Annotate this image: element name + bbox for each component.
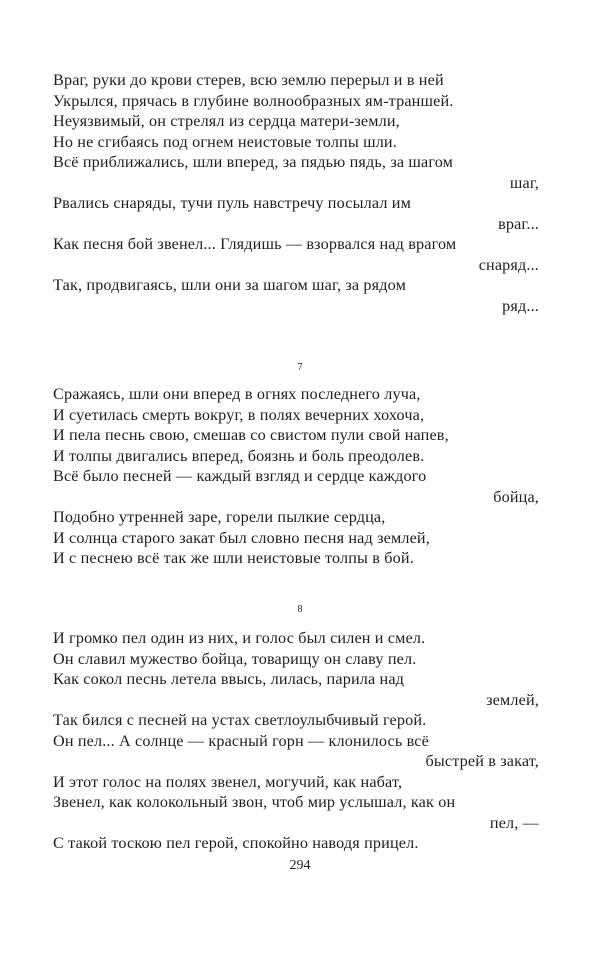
poem-line: И пела песнь свою, смешав со свистом пули свой напев,	[53, 426, 449, 444]
poem-line: Подобно утренней заре, горели пылкие сердца,	[53, 508, 386, 526]
stanza-8	[53, 628, 539, 854]
poem-line: С такой тоскою пел герой, спокойно наводя прицел.	[53, 834, 419, 852]
poem-line-continuation: ряд...	[502, 296, 539, 315]
poem-line: Всё приближались, шли вперед, за пядью пядь, за шагом	[53, 153, 454, 171]
poem-line: И с песнею всё так же шли неистовые толпы в бой.	[53, 549, 414, 567]
poem-line-continuation: враг...	[498, 214, 539, 233]
page-number: 294	[289, 858, 311, 873]
poem-line: И толпы двигались вперед, боязнь и боль преодолев.	[53, 446, 425, 465]
poem-line: Враг, руки до крови стерев, всю землю перерыл и в ней	[53, 71, 444, 89]
poem-line: Звенел, как колокольный звон, чтоб мир услышал, как он	[53, 793, 456, 811]
poem-line: Он славил мужество бойца, товарищу он славу пел.	[53, 649, 417, 668]
poem-line: Неуязвимый, он стрелял из сердца матери-земли,	[53, 112, 400, 130]
poem-line: И суетилась смерть вокруг, в полях вечерних хохоча,	[53, 405, 425, 424]
poem-line: Рвались снаряды, тучи пуль навстречу посылал им	[53, 194, 411, 212]
poem-line-continuation: быстрей в закат,	[425, 752, 539, 770]
poem-line: Сражаясь, шли они вперед в огнях последнего луча,	[53, 385, 421, 403]
poem-line: Укрылся, прячась в глубине волнообразных ям-траншей.	[53, 91, 454, 110]
stanza-1	[53, 70, 539, 316]
poem-line: Всё было песней — каждый взгляд и сердце каждого	[53, 467, 427, 485]
poem-line: Но не сгибаясь под огнем неистовые толпы шли.	[53, 132, 397, 151]
poem-line: И солнца старого закат был словно песня над землей,	[53, 528, 430, 547]
poem-line: И этот голос на полях звенел, могучий, как набат,	[53, 772, 403, 791]
poem-line-continuation: пел, —	[489, 813, 539, 832]
stanza-7	[53, 384, 539, 569]
section-number-7: 7	[297, 362, 303, 373]
poem-line-continuation: снаряд...	[478, 255, 539, 274]
poem-line-continuation: шаг,	[509, 173, 539, 192]
poem-line: Он пел... А солнце — красный горн — клонилось всё	[53, 731, 429, 750]
poem-line: И громко пел один из них, и голос был силен и смел.	[53, 629, 426, 647]
poem-line: Так бился с песней на устах светлоулыбчивый герой.	[53, 711, 427, 729]
poem-line: Как сокол песнь летела ввысь, лилась, парила над	[53, 670, 405, 688]
poem-line-continuation: бойца,	[493, 487, 539, 506]
poem-line-continuation: землей,	[486, 690, 539, 709]
poem-line: Так, продвигаясь, шли они за шагом шаг, за рядом	[53, 276, 406, 294]
section-number-8: 8	[297, 604, 303, 615]
poem-line: Как песня бой звенел... Глядишь — взорвался над врагом	[53, 235, 457, 253]
